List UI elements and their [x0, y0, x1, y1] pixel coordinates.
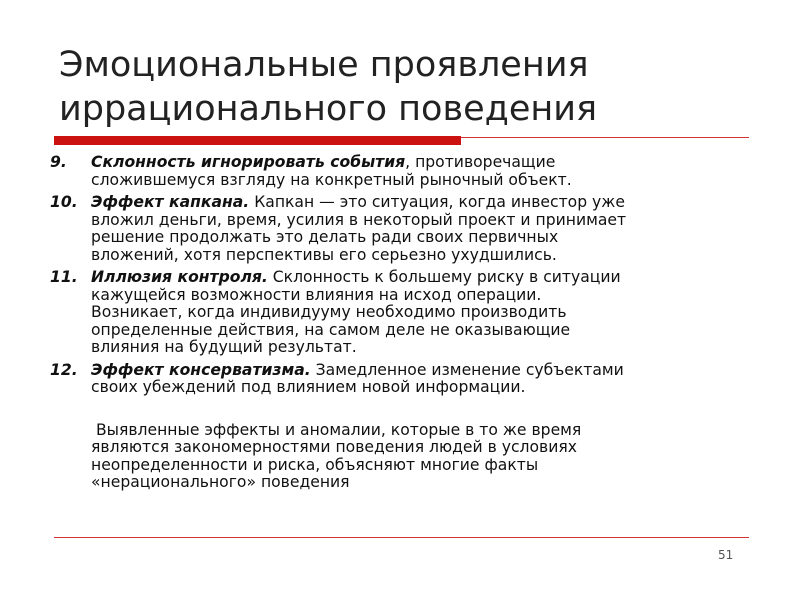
closing-line-text: Выявленные эффекты и аномалии, которые в то же время — [95, 420, 582, 439]
slide-title — [59, 43, 759, 131]
item-line — [91, 194, 765, 212]
item-term: Склонность игнорировать события — [91, 153, 406, 171]
title-line-2: иррационального поведения — [59, 89, 598, 129]
item-term: Эффект консерватизма. — [91, 360, 311, 379]
item-line: сложившемуся взгляду на конкретный рыночный объект. — [91, 170, 572, 189]
item-line: вложений, хотя перспективы его серьезно ухудшились. — [91, 245, 557, 264]
item-text: Капкан — это ситуация, когда инвестор уже — [249, 193, 625, 211]
item-number: 9. — [50, 153, 67, 171]
item-line: определенные действия, на самом деле не оказывающие — [91, 320, 571, 339]
list-item-11 — [50, 269, 765, 357]
item-line: Возникает, когда индивидууму необходимо производить — [91, 303, 567, 321]
closing-line — [91, 422, 765, 440]
item-line: влияния на будущий результат. — [91, 338, 357, 356]
item-number: 11. — [50, 268, 78, 286]
item-line: своих убеждений под влиянием новой информации. — [91, 378, 526, 396]
item-number: 12. — [50, 360, 78, 379]
list-item-10 — [50, 194, 765, 264]
item-line: решение продолжать это делать ради своих первичных — [91, 228, 559, 246]
item-text: Замедленное изменение субъектами — [310, 360, 624, 379]
slide-body — [50, 154, 765, 492]
item-number: 10. — [50, 193, 78, 211]
title-line-1: Эмоциональные проявления — [59, 45, 589, 85]
item-text: , противоречащие — [405, 153, 556, 171]
closing-paragraph — [50, 422, 765, 492]
closing-line: «нерационального» поведения — [91, 473, 350, 491]
footer-divider-line — [54, 537, 749, 538]
title-accent-bar — [54, 136, 461, 145]
page-number: 51 — [718, 548, 734, 562]
item-line: вложил деньги, время, усилия в некоторый проект и принимает — [91, 210, 627, 229]
item-term: Иллюзия контроля. — [91, 268, 268, 286]
item-line — [91, 269, 765, 287]
item-line — [91, 362, 765, 380]
item-line — [91, 154, 765, 172]
item-text: Склонность к большему риску в ситуации — [267, 268, 621, 286]
closing-line: являются закономерностями поведения людей в условиях — [91, 438, 577, 456]
item-line: кажущейся возможности влияния на исход операции. — [91, 285, 542, 304]
list-item-12 — [50, 362, 765, 397]
closing-line: неопределенности и риска, объясняют многие факты — [91, 455, 539, 474]
list-item-9 — [50, 154, 765, 189]
item-term: Эффект капкана. — [91, 193, 250, 211]
